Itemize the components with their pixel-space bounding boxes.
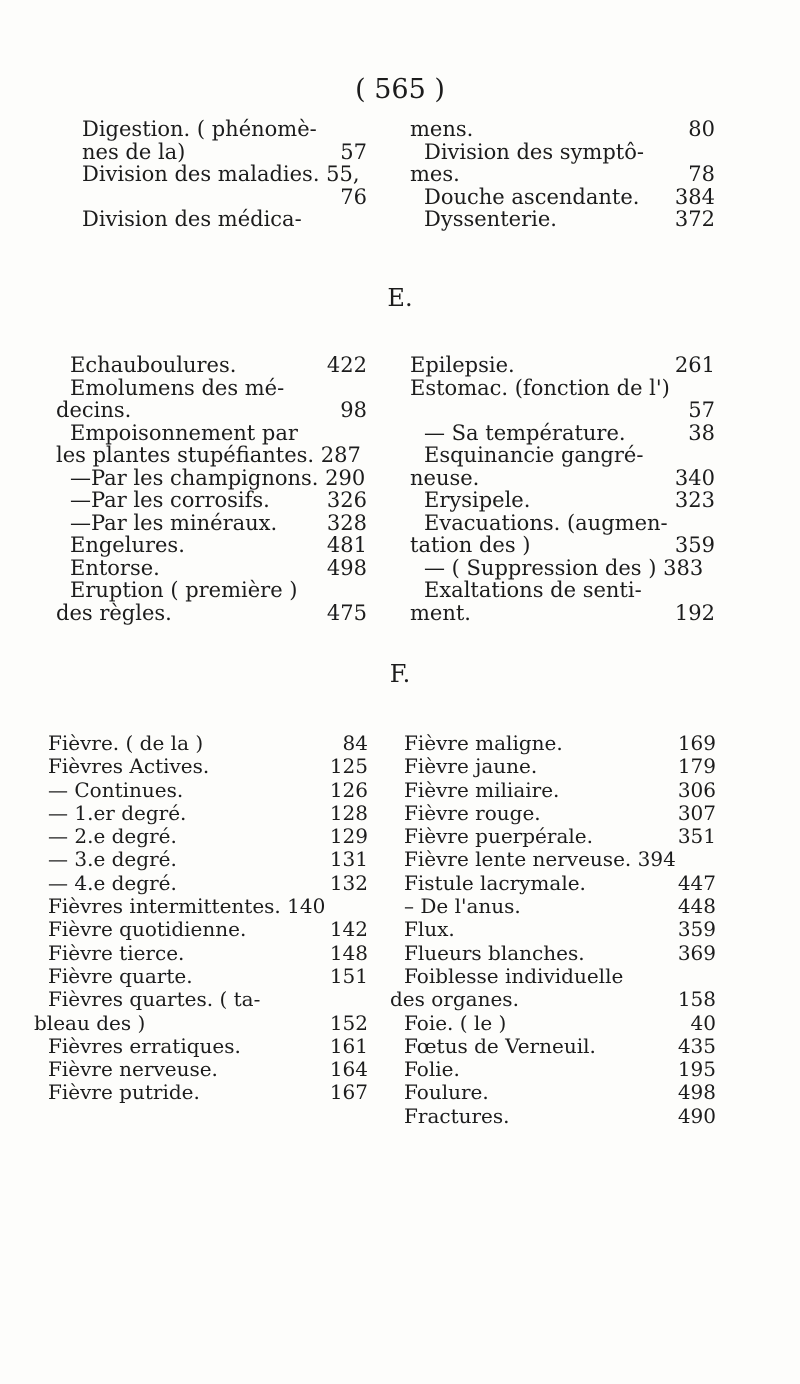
index-entry xyxy=(34,918,368,941)
entry-page: 481 xyxy=(326,533,367,557)
index-entry xyxy=(56,534,367,557)
entry-text: Fièvres quartes. ( ta- xyxy=(48,987,261,1012)
entry-page: 40 xyxy=(690,1010,716,1035)
entry-text: Fièvre jaune. xyxy=(404,754,538,779)
index-entry xyxy=(82,118,367,141)
entry-text: decins. xyxy=(56,398,132,422)
entry-text: Fièvre maligne. xyxy=(404,731,563,755)
index-entry xyxy=(56,512,367,535)
index-entry xyxy=(390,965,716,988)
entry-text: Folie. xyxy=(404,1057,460,1082)
entry-text: Fièvres erratiques. xyxy=(48,1033,241,1058)
index-entry xyxy=(56,399,367,422)
page-number: ( 565 ) xyxy=(355,74,445,105)
entry-page: 372 xyxy=(674,207,715,231)
index-entry xyxy=(56,467,367,490)
index-entry xyxy=(410,557,715,580)
entry-text: Fièvre tierce. xyxy=(48,940,185,965)
index-entry xyxy=(34,1012,368,1035)
entry-page: 142 xyxy=(329,917,368,942)
index-entry xyxy=(82,163,367,186)
index-entry xyxy=(34,1081,368,1104)
entry-page: 323 xyxy=(674,488,715,512)
index-entry xyxy=(34,825,368,848)
entry-text: Fièvre quarte. xyxy=(48,963,193,988)
index-entry xyxy=(390,825,716,848)
entry-page: 125 xyxy=(329,754,368,779)
index-entry xyxy=(410,186,715,209)
entry-text: — 3.e degré. xyxy=(48,847,177,872)
section-f-right-column xyxy=(390,732,716,1128)
entry-page: 359 xyxy=(674,533,715,557)
index-entry xyxy=(34,1035,368,1058)
entry-page: 475 xyxy=(326,600,367,625)
index-entry xyxy=(390,1081,716,1104)
entry-page: 131 xyxy=(329,847,368,872)
entry-text: Estomac. (fonction de l') xyxy=(410,375,670,400)
entry-text: — 4.e degré. xyxy=(48,870,177,895)
entry-text: – De l'anus. xyxy=(404,894,521,919)
index-entry xyxy=(410,399,715,422)
section-e-right-column xyxy=(410,354,715,624)
entry-text: des règles. xyxy=(56,600,172,625)
entry-text: Fœtus de Verneuil. xyxy=(404,1033,596,1058)
index-entry xyxy=(390,988,716,1011)
entry-text: bleau des ) xyxy=(34,1010,146,1035)
index-entry xyxy=(410,354,715,377)
index-entry xyxy=(82,186,367,209)
entry-page: 192 xyxy=(674,600,715,625)
entry-text: mens. xyxy=(410,117,474,141)
index-entry xyxy=(390,1012,716,1035)
entry-page: 435 xyxy=(677,1033,716,1058)
entry-text: Epilepsie. xyxy=(410,353,515,377)
index-entry xyxy=(34,779,368,802)
entry-text: — ( Suppression des ) 383 xyxy=(424,555,704,580)
entry-page: 151 xyxy=(329,963,368,988)
entry-text: Division des symptô- xyxy=(424,139,644,164)
index-entry xyxy=(56,557,367,580)
index-entry xyxy=(34,872,368,895)
index-entry xyxy=(34,755,368,778)
entry-page: 38 xyxy=(688,420,715,445)
entry-page: 84 xyxy=(342,731,368,755)
entry-text: Engelures. xyxy=(70,533,185,557)
entry-page: 78 xyxy=(688,162,715,186)
index-entry xyxy=(56,377,367,400)
entry-page: 80 xyxy=(688,117,715,141)
index-entry xyxy=(410,141,715,164)
entry-text: Foiblesse individuelle xyxy=(404,963,624,988)
index-entry xyxy=(390,872,716,895)
continuation-left-column xyxy=(82,118,367,231)
entry-page: 490 xyxy=(677,1103,716,1128)
entry-text: Echauboulures. xyxy=(70,353,237,377)
index-entry xyxy=(410,163,715,186)
entry-text: —Par les champignons. 290 xyxy=(70,465,366,490)
index-entry xyxy=(390,779,716,802)
entry-page: 57 xyxy=(340,139,367,164)
entry-page: 369 xyxy=(677,940,716,965)
index-entry xyxy=(34,1058,368,1081)
index-entry xyxy=(390,1105,716,1128)
entry-page: 384 xyxy=(674,184,715,209)
index-entry xyxy=(82,208,367,231)
entry-page: 351 xyxy=(677,824,716,849)
entry-page: 306 xyxy=(677,777,716,802)
entry-page: 98 xyxy=(340,398,367,422)
entry-text: Division des maladies. 55, xyxy=(82,162,360,186)
entry-text: Fièvre lente nerveuse. 394 xyxy=(404,847,676,872)
entry-text: Fièvre rouge. xyxy=(404,800,541,825)
index-entry xyxy=(410,377,715,400)
entry-text: Empoisonnement par xyxy=(70,420,298,445)
entry-page: 169 xyxy=(677,731,716,755)
entry-page: 359 xyxy=(677,917,716,942)
index-entry xyxy=(390,848,716,871)
entry-text: Fièvre quotidienne. xyxy=(48,917,247,942)
index-entry xyxy=(82,141,367,164)
entry-page: 164 xyxy=(329,1057,368,1082)
entry-text: Digestion. ( phénomè- xyxy=(82,117,317,141)
index-entry xyxy=(390,942,716,965)
entry-page: 422 xyxy=(326,353,367,377)
entry-text: Fièvre. ( de la ) xyxy=(48,731,204,755)
entry-page: 161 xyxy=(329,1033,368,1058)
index-entry xyxy=(56,579,367,602)
index-entry xyxy=(390,732,716,755)
entry-text: Eruption ( première ) xyxy=(70,578,298,602)
entry-text: — Sa température. xyxy=(424,420,626,445)
entry-page: 152 xyxy=(329,1010,368,1035)
entry-page: 328 xyxy=(326,510,367,535)
entry-text: Fièvres Actives. xyxy=(48,754,210,779)
index-entry xyxy=(34,848,368,871)
entry-text: Fièvres intermittentes. 140 xyxy=(48,894,326,919)
entry-page: 340 xyxy=(674,465,715,490)
entry-text: Fièvre puerpérale. xyxy=(404,824,593,849)
entry-text xyxy=(82,185,89,209)
entry-page: 76 xyxy=(340,184,367,209)
entry-text: —Par les corrosifs. xyxy=(70,488,270,512)
entry-text: ment. xyxy=(410,600,471,625)
index-entry xyxy=(56,489,367,512)
index-entry xyxy=(34,942,368,965)
entry-text: Fractures. xyxy=(404,1103,510,1128)
index-entry xyxy=(390,895,716,918)
entry-text: Fièvre putride. xyxy=(48,1080,200,1105)
entry-text xyxy=(410,398,417,422)
section-f-left-column xyxy=(34,732,368,1105)
entry-text: nes de la) xyxy=(82,139,186,164)
entry-text: — 1.er degré. xyxy=(48,800,187,825)
entry-page: 128 xyxy=(329,800,368,825)
entry-page: 179 xyxy=(677,754,716,779)
entry-text: —Par les minéraux. xyxy=(70,510,278,535)
index-entry xyxy=(34,732,368,755)
section-e-left-column xyxy=(56,354,367,624)
index-entry xyxy=(390,1058,716,1081)
index-entry xyxy=(390,802,716,825)
entry-text: — Continues. xyxy=(48,777,184,802)
index-entry xyxy=(390,1035,716,1058)
entry-text: Flueurs blanches. xyxy=(404,940,585,965)
entry-page: 498 xyxy=(326,555,367,580)
index-entry xyxy=(410,467,715,490)
entry-text: Fistule lacrymale. xyxy=(404,870,586,895)
index-entry xyxy=(34,895,368,918)
index-entry xyxy=(410,422,715,445)
entry-text: neuse. xyxy=(410,465,480,490)
index-entry xyxy=(34,988,368,1011)
entry-page: 448 xyxy=(677,894,716,919)
entry-page: 132 xyxy=(329,870,368,895)
entry-text: des organes. xyxy=(390,987,519,1012)
index-entry xyxy=(410,534,715,557)
entry-text: Esquinancie gangré- xyxy=(424,443,644,467)
entry-page: 307 xyxy=(677,800,716,825)
entry-page: 326 xyxy=(326,488,367,512)
entry-text: Evacuations. (augmen- xyxy=(424,510,668,535)
index-entry xyxy=(56,422,367,445)
index-entry xyxy=(410,602,715,625)
entry-page: 498 xyxy=(677,1080,716,1105)
entry-page: 158 xyxy=(677,987,716,1012)
entry-text: Fièvre miliaire. xyxy=(404,777,560,802)
section-letter-f: F. xyxy=(389,660,411,688)
entry-text: — 2.e degré. xyxy=(48,824,177,849)
entry-text: Foulure. xyxy=(404,1080,489,1105)
section-letter-e: E. xyxy=(387,284,413,312)
index-entry xyxy=(56,602,367,625)
entry-page: 447 xyxy=(677,870,716,895)
index-entry xyxy=(390,918,716,941)
index-entry xyxy=(410,489,715,512)
entry-text: Fièvre nerveuse. xyxy=(48,1057,218,1082)
index-entry xyxy=(56,444,367,467)
entry-text: Erysipele. xyxy=(424,488,531,512)
entry-page: 57 xyxy=(688,398,715,422)
entry-page: 167 xyxy=(329,1080,368,1105)
index-entry xyxy=(410,444,715,467)
entry-text: Flux. xyxy=(404,917,455,942)
entry-text: Exaltations de senti- xyxy=(424,578,642,602)
index-entry xyxy=(34,965,368,988)
index-entry xyxy=(410,512,715,535)
entry-page: 126 xyxy=(329,777,368,802)
entry-text: Emolumens des mé- xyxy=(70,375,285,400)
index-entry xyxy=(410,118,715,141)
entry-page: 148 xyxy=(329,940,368,965)
index-entry xyxy=(34,802,368,825)
index-entry xyxy=(410,208,715,231)
entry-text: tation des ) xyxy=(410,533,531,557)
index-entry xyxy=(390,755,716,778)
continuation-right-column xyxy=(410,118,715,231)
entry-text: Dyssenterie. xyxy=(424,207,557,231)
entry-text: mes. xyxy=(410,162,460,186)
entry-text: Douche ascendante. xyxy=(424,184,640,209)
index-entry xyxy=(410,579,715,602)
entry-page: 129 xyxy=(329,824,368,849)
entry-page: 195 xyxy=(677,1057,716,1082)
entry-text: Foie. ( le ) xyxy=(404,1010,507,1035)
entry-text: Entorse. xyxy=(70,555,160,580)
index-entry xyxy=(56,354,367,377)
entry-page: 261 xyxy=(674,353,715,377)
entry-text: Division des médica- xyxy=(82,207,302,231)
entry-text: les plantes stupéfiantes. 287 xyxy=(56,443,361,467)
